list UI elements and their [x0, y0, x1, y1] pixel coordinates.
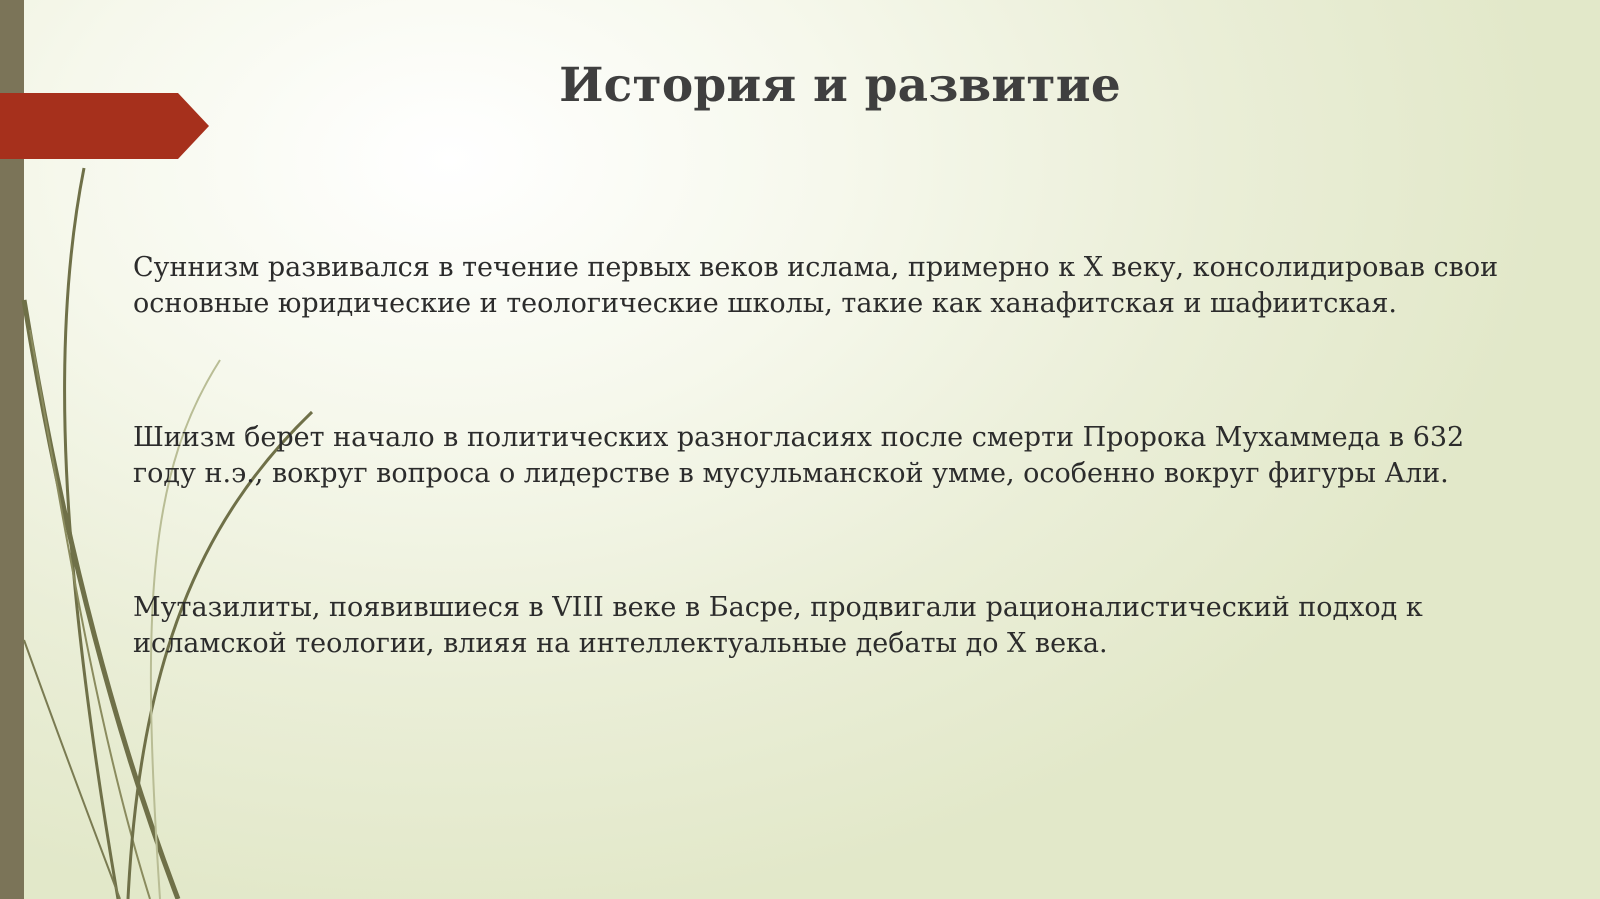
slide-body — [133, 250, 1523, 662]
paragraph-shiism: Шиизм берет начало в политических разногласиях после смерти Пророка Мухаммеда в 632 году н.э., вокруг вопроса о лидерстве в мусульманской умме, особенно вокруг фигуры Али. — [133, 422, 1465, 489]
paragraph-sunnism: Суннизм развивался в течение первых веков ислама, примерно к X веку, консолидировав свои основные юридические и теологические школы, такие как ханафитская и шафиитская. — [133, 252, 1499, 319]
paragraph-mutazila: Мутазилиты, появившиеся в VIII веке в Басре, продвигали рационалистический подход к исламской теологии, влияя на интеллектуальные дебаты до X века. — [133, 592, 1423, 659]
slide-title: История и развитие — [559, 58, 1121, 113]
